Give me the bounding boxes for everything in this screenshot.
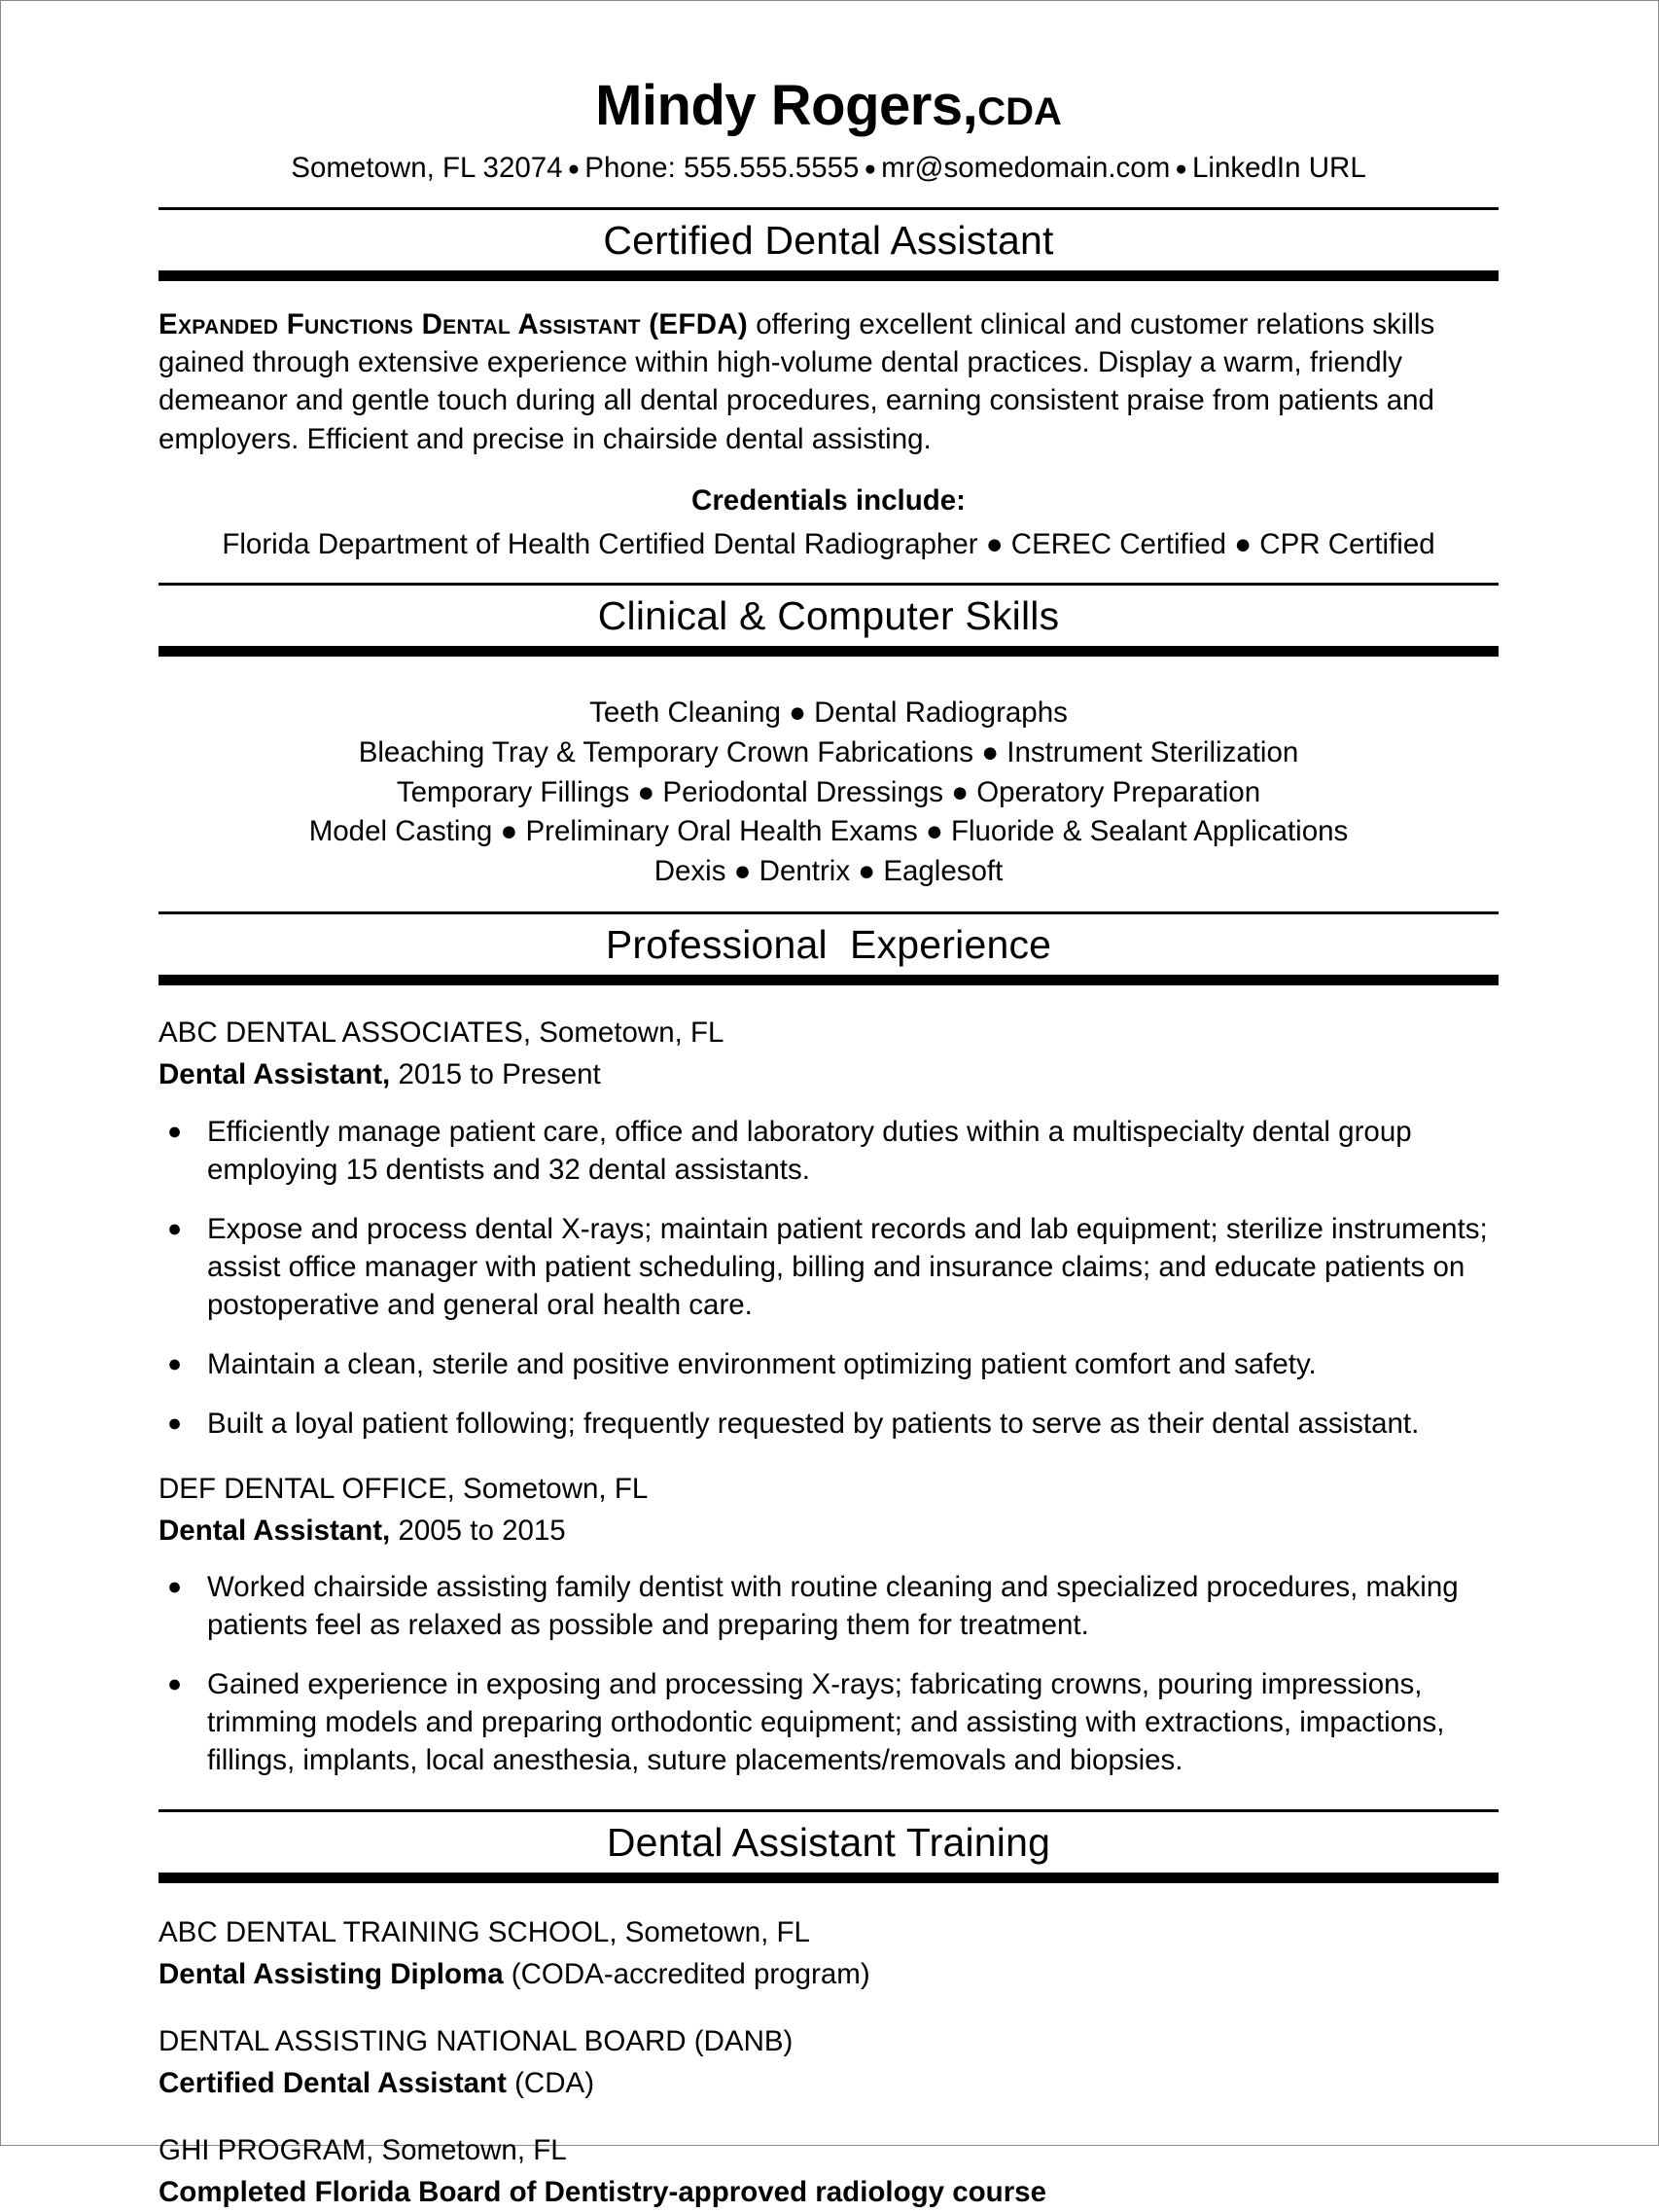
skills-line: Temporary Fillings ● Periodontal Dressings ● Operatory Preparation [396,775,1261,808]
bullet-dot-icon: ● [167,1573,183,1601]
training-detail: (CDA) [506,2067,595,2100]
experience-bullet-list [159,1569,1499,1780]
training-entry [159,2132,1499,2212]
summary-lead: Expanded Functions Dental Assistant (EFDA) [159,307,749,340]
resume-content [159,74,1499,2212]
training-credential: Dental Assisting Diploma [159,1958,504,1991]
experience-entry [159,1471,1499,1781]
skills-rule-bottom [159,646,1499,657]
training-detail: (CODA-accredited program) [503,1958,870,1991]
candidate-name [159,74,1499,137]
experience-bullet [159,1346,1499,1384]
skills-line: Bleaching Tray & Temporary Crown Fabrications ● Instrument Sterilization [358,736,1299,769]
contact-separator-icon: ● [864,157,877,180]
experience-bullet-text: Maintain a clean, sterile and positive environment optimizing patient comfort and safety. [207,1347,1317,1380]
training-entry [159,2023,1499,2103]
experience-bullet-text: Expose and process dental X-rays; maintain patient records and lab equipment; sterilize instruments; assist office manager with patient scheduling, billing and insurance claims; and educate patients on postoperative and general oral health care. [207,1212,1488,1321]
skills-line: Dexis ● Dentrix ● Eaglesoft [653,855,1004,888]
experience-bullet-list [159,1114,1499,1444]
contact-linkedin[interactable]: LinkedIn URL [1191,151,1366,184]
experience-bullet-text: Worked chairside assisting family dentist with routine cleaning and specialized procedures, making patients feel as relaxed as possible and preparing them for treatment. [207,1571,1459,1642]
credentials-line: Florida Department of Health Certified Dental Radiographer ● CEREC Certified ● CPR Certified [222,527,1435,560]
training-credential-line [159,1956,1499,1994]
training-credential-line [159,2174,1499,2212]
experience-organization: ABC DENTAL ASSOCIATES, Sometown, FL [159,1017,724,1050]
section-spacer [159,1780,1499,1790]
experience-job-dates: 2015 to Present [390,1058,601,1091]
experience-role [159,1056,1499,1094]
contact-location: Sometown, FL 32074 [291,151,563,184]
candidate-name-text: Mindy Rogers, [595,74,978,137]
experience-organization: DEF DENTAL OFFICE, Sometown, FL [159,1472,649,1505]
training-organization: DENTAL ASSISTING NATIONAL BOARD (DANB) [159,2025,794,2058]
headline-rule-bottom [159,270,1499,281]
skills-line: Model Casting ● Preliminary Oral Health Exams ● Fluoride & Sealant Applications [308,815,1349,848]
experience-bullet [159,1569,1499,1645]
training-credential: Certified Dental Assistant [159,2067,507,2100]
experience-bullet [159,1211,1499,1325]
experience-entry [159,1015,1499,1443]
experience-job-title: Dental Assistant, [159,1514,391,1547]
training-credential-line [159,2065,1499,2103]
summary-body: offering excellent clinical and customer relations skills gained through extensive experience within high-volume dental practices. Display a warm, friendly demeanor and gentle touch during all dental procedures, earning consistent praise from patients and employers. Efficient and precise in chairside dental assisting. [159,307,1435,455]
contact-separator-icon: ● [1175,157,1187,180]
contact-line [159,149,1499,188]
experience-job-dates: 2005 to 2015 [390,1514,566,1547]
training-credential: Completed Florida Board of Dentistry-approved radiology course [159,2176,1046,2209]
training-organization: GHI PROGRAM, Sometown, FL [159,2134,567,2167]
bullet-dot-icon: ● [167,1349,183,1377]
training-rule-bottom [159,1873,1499,1883]
skills-list [159,694,1499,892]
bullet-dot-icon: ● [167,1118,183,1146]
contact-email[interactable]: mr@somedomain.com [881,151,1171,184]
headline-title: Certified Dental Assistant [603,217,1054,263]
bullet-dot-icon: ● [167,1409,183,1437]
experience-bullet [159,1114,1499,1190]
experience-bullet-text: Built a loyal patient following; frequently requested by patients to serve as their dental assistant. [207,1407,1420,1440]
experience-bullet-text: Gained experience in exposing and processing X-rays; fabricating crowns, pouring impressions, trimming models and preparing orthodontic equipment; and assisting with extractions, impactions, fillings, implants, local anesthesia, suture placements/removals and biopsies. [207,1668,1445,1777]
experience-bullet-text: Efficiently manage patient care, office and laboratory duties within a multispecialty dental group employing 15 dentists and 32 dental assistants. [207,1116,1412,1186]
contact-phone: Phone: 555.555.5555 [584,151,860,184]
skills-section-title: Clinical & Computer Skills [597,593,1060,639]
credentials-heading: Credentials include: [691,483,966,517]
bullet-dot-icon: ● [167,1670,183,1698]
skills-line: Teeth Cleaning ● Dental Radiographs [589,696,1068,730]
experience-job-title: Dental Assistant, [159,1058,391,1091]
experience-role [159,1513,1499,1551]
bullet-dot-icon: ● [167,1214,183,1242]
contact-separator-icon: ● [567,157,581,180]
experience-bullet [159,1406,1499,1444]
experience-rule-bottom [159,975,1499,985]
experience-section-title: Professional Experience [605,921,1052,967]
experience-bullet [159,1666,1499,1780]
training-organization: ABC DENTAL TRAINING SCHOOL, Sometown, FL [159,1916,810,1949]
summary-paragraph [159,305,1499,458]
training-entry [159,1914,1499,1994]
candidate-credential-suffix: CDA [977,90,1062,133]
training-section-title: Dental Assistant Training [606,1820,1051,1866]
